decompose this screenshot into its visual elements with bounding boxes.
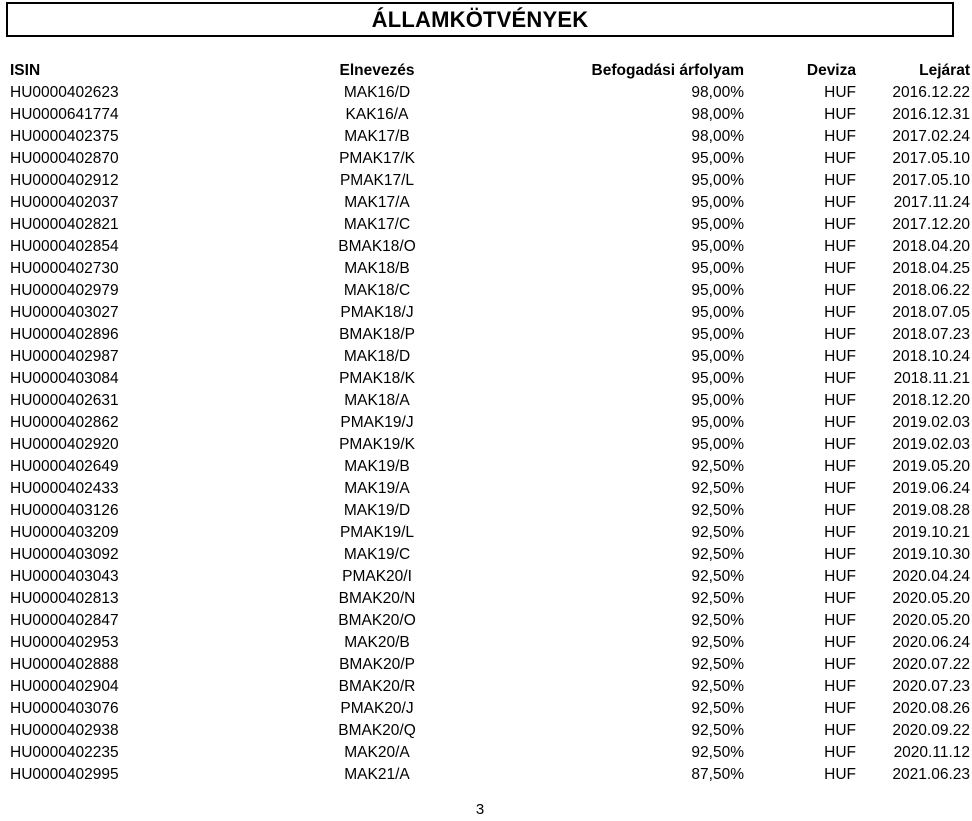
table-row	[8, 500, 972, 522]
table-row	[8, 302, 972, 324]
cell-rate: 95,00%	[691, 348, 744, 365]
cell-name: PMAK19/K	[339, 436, 415, 453]
cell-isin: HU0000402649	[10, 458, 119, 475]
cell-maturity: 2018.06.22	[892, 282, 970, 299]
cell-rate: 92,50%	[691, 678, 744, 695]
table-row	[8, 412, 972, 434]
cell-maturity: 2017.11.24	[893, 194, 970, 211]
table-row	[8, 82, 972, 104]
cell-name: MAK18/B	[344, 260, 410, 277]
table-row	[8, 390, 972, 412]
cell-name: MAK18/C	[343, 282, 411, 299]
cell-isin: HU0000402979	[10, 282, 119, 299]
header-rate: Befogadási árfolyam	[591, 62, 744, 79]
cell-name: MAK16/D	[343, 84, 411, 101]
header-isin: ISIN	[10, 62, 41, 79]
table-body	[8, 82, 972, 786]
cell-rate: 92,50%	[691, 458, 744, 475]
cell-currency: HUF	[824, 282, 856, 299]
cell-rate: 95,00%	[691, 392, 744, 409]
cell-currency: HUF	[824, 700, 856, 717]
cell-maturity: 2016.12.22	[892, 84, 970, 101]
table-row	[8, 236, 972, 258]
cell-rate: 95,00%	[691, 194, 744, 211]
cell-maturity: 2019.10.30	[892, 546, 970, 563]
cell-maturity: 2020.04.24	[892, 568, 970, 585]
cell-isin: HU0000402037	[10, 194, 119, 211]
cell-currency: HUF	[824, 458, 856, 475]
table-row	[8, 676, 972, 698]
header-name: Elnevezés	[339, 62, 415, 79]
cell-rate: 92,50%	[691, 546, 744, 563]
cell-maturity: 2018.12.20	[892, 392, 970, 409]
cell-isin: HU0000402920	[10, 436, 119, 453]
cell-isin: HU0000403043	[10, 568, 119, 585]
cell-currency: HUF	[824, 216, 856, 233]
cell-maturity: 2019.08.28	[892, 502, 970, 519]
table-row	[8, 192, 972, 214]
cell-name: PMAK18/J	[340, 304, 414, 321]
cell-name: PMAK19/J	[340, 414, 414, 431]
cell-name: MAK17/B	[344, 128, 410, 145]
cell-currency: HUF	[824, 568, 856, 585]
cell-maturity: 2020.11.12	[893, 744, 970, 761]
table-row	[8, 258, 972, 280]
cell-maturity: 2019.02.03	[892, 414, 970, 431]
table-row	[8, 280, 972, 302]
cell-rate: 98,00%	[691, 106, 744, 123]
cell-isin: HU0000403092	[10, 546, 119, 563]
table-row	[8, 148, 972, 170]
cell-name: BMAK20/N	[338, 590, 416, 607]
cell-isin: HU0000403126	[10, 502, 119, 519]
table-row	[8, 368, 972, 390]
cell-rate: 92,50%	[691, 590, 744, 607]
cell-isin: HU0000402912	[10, 172, 119, 189]
cell-isin: HU0000402631	[10, 392, 119, 409]
cell-isin: HU0000402862	[10, 414, 119, 431]
cell-isin: HU0000403027	[10, 304, 119, 321]
cell-rate: 95,00%	[691, 216, 744, 233]
cell-currency: HUF	[824, 128, 856, 145]
cell-currency: HUF	[824, 634, 856, 651]
cell-name: MAK19/C	[343, 546, 411, 563]
cell-name: MAK20/A	[344, 744, 410, 761]
cell-currency: HUF	[824, 436, 856, 453]
table-row	[8, 214, 972, 236]
cell-currency: HUF	[824, 414, 856, 431]
table-row	[8, 764, 972, 786]
cell-currency: HUF	[824, 260, 856, 277]
table-row	[8, 698, 972, 720]
cell-maturity: 2020.07.23	[892, 678, 970, 695]
cell-isin: HU0000402870	[10, 150, 119, 167]
cell-isin: HU0000403209	[10, 524, 119, 541]
cell-isin: HU0000402896	[10, 326, 119, 343]
cell-rate: 95,00%	[691, 414, 744, 431]
cell-isin: HU0000402433	[10, 480, 119, 497]
cell-currency: HUF	[824, 84, 856, 101]
cell-maturity: 2017.05.10	[892, 150, 970, 167]
cell-name: PMAK20/I	[342, 568, 412, 585]
cell-maturity: 2017.12.20	[892, 216, 970, 233]
cell-maturity: 2019.06.24	[892, 480, 970, 497]
cell-currency: HUF	[824, 238, 856, 255]
cell-name: PMAK18/K	[339, 370, 415, 387]
cell-isin: HU0000402888	[10, 656, 119, 673]
cell-maturity: 2019.10.21	[892, 524, 970, 541]
cell-name: MAK18/A	[344, 392, 410, 409]
cell-maturity: 2020.06.24	[892, 634, 970, 651]
table-row	[8, 478, 972, 500]
table-row	[8, 610, 972, 632]
cell-rate: 98,00%	[691, 128, 744, 145]
cell-rate: 95,00%	[691, 150, 744, 167]
cell-isin: HU0000402847	[10, 612, 119, 629]
cell-currency: HUF	[824, 524, 856, 541]
cell-rate: 92,50%	[691, 656, 744, 673]
cell-name: MAK18/D	[343, 348, 411, 365]
table-row	[8, 566, 972, 588]
cell-isin: HU0000641774	[10, 106, 119, 123]
cell-name: KAK16/A	[345, 106, 409, 123]
table-row	[8, 742, 972, 764]
cell-isin: HU0000402730	[10, 260, 119, 277]
cell-currency: HUF	[824, 194, 856, 211]
cell-rate: 92,50%	[691, 524, 744, 541]
cell-maturity: 2018.07.05	[892, 304, 970, 321]
cell-currency: HUF	[824, 326, 856, 343]
cell-isin: HU0000402854	[10, 238, 119, 255]
cell-rate: 92,50%	[691, 480, 744, 497]
cell-maturity: 2017.02.24	[892, 128, 970, 145]
cell-rate: 87,50%	[691, 766, 744, 783]
cell-isin: HU0000402953	[10, 634, 119, 651]
cell-name: BMAK18/P	[339, 326, 415, 343]
table-row	[8, 346, 972, 368]
cell-name: BMAK20/P	[339, 656, 415, 673]
cell-name: PMAK17/L	[339, 172, 415, 189]
cell-rate: 92,50%	[691, 612, 744, 629]
table-row	[8, 456, 972, 478]
cell-name: MAK17/A	[344, 194, 410, 211]
table-row	[8, 324, 972, 346]
cell-maturity: 2019.05.20	[892, 458, 970, 475]
cell-name: BMAK20/Q	[338, 722, 416, 739]
cell-maturity: 2020.05.20	[892, 612, 970, 629]
cell-name: BMAK20/R	[338, 678, 416, 695]
cell-rate: 95,00%	[691, 436, 744, 453]
cell-currency: HUF	[824, 348, 856, 365]
cell-currency: HUF	[824, 590, 856, 607]
cell-maturity: 2018.10.24	[892, 348, 970, 365]
title-box	[6, 2, 954, 37]
cell-maturity: 2020.07.22	[892, 656, 970, 673]
cell-name: MAK21/A	[344, 766, 410, 783]
cell-rate: 92,50%	[691, 700, 744, 717]
cell-maturity: 2018.11.21	[893, 370, 970, 387]
cell-isin: HU0000402938	[10, 722, 119, 739]
cell-currency: HUF	[824, 656, 856, 673]
cell-isin: HU0000403084	[10, 370, 119, 387]
table-row	[8, 654, 972, 676]
bonds-table	[8, 60, 972, 786]
page-title: ÁLLAMKÖTVÉNYEK	[371, 6, 589, 32]
cell-rate: 95,00%	[691, 172, 744, 189]
cell-isin: HU0000402813	[10, 590, 119, 607]
cell-isin: HU0000403076	[10, 700, 119, 717]
cell-currency: HUF	[824, 392, 856, 409]
cell-name: MAK19/B	[344, 458, 410, 475]
table-row	[8, 720, 972, 742]
cell-currency: HUF	[824, 304, 856, 321]
cell-name: MAK17/C	[343, 216, 411, 233]
cell-maturity: 2019.02.03	[892, 436, 970, 453]
cell-name: PMAK17/K	[339, 150, 415, 167]
cell-isin: HU0000402623	[10, 84, 119, 101]
cell-name: BMAK20/O	[338, 612, 416, 629]
cell-rate: 95,00%	[691, 326, 744, 343]
header-maturity: Lejárat	[919, 62, 970, 79]
cell-currency: HUF	[824, 172, 856, 189]
cell-rate: 92,50%	[691, 502, 744, 519]
cell-isin: HU0000402987	[10, 348, 119, 365]
cell-maturity: 2016.12.31	[892, 106, 970, 123]
table-row	[8, 632, 972, 654]
table-row	[8, 544, 972, 566]
cell-rate: 92,50%	[691, 744, 744, 761]
cell-name: MAK19/D	[343, 502, 411, 519]
cell-maturity: 2020.08.26	[892, 700, 970, 717]
cell-name: PMAK19/L	[339, 524, 415, 541]
cell-currency: HUF	[824, 150, 856, 167]
cell-rate: 92,50%	[691, 568, 744, 585]
cell-isin: HU0000402904	[10, 678, 119, 695]
cell-currency: HUF	[824, 106, 856, 123]
cell-rate: 98,00%	[691, 84, 744, 101]
cell-rate: 95,00%	[691, 260, 744, 277]
cell-rate: 95,00%	[691, 370, 744, 387]
cell-rate: 95,00%	[691, 304, 744, 321]
cell-currency: HUF	[824, 722, 856, 739]
cell-currency: HUF	[824, 502, 856, 519]
cell-currency: HUF	[824, 744, 856, 761]
cell-name: PMAK20/J	[340, 700, 414, 717]
cell-isin: HU0000402375	[10, 128, 119, 145]
cell-maturity: 2020.05.20	[892, 590, 970, 607]
header-currency: Deviza	[806, 62, 856, 79]
table-header-row	[8, 60, 972, 82]
table-row	[8, 126, 972, 148]
table-row	[8, 170, 972, 192]
cell-name: MAK19/A	[344, 480, 410, 497]
cell-rate: 92,50%	[691, 722, 744, 739]
table-row	[8, 434, 972, 456]
cell-isin: HU0000402995	[10, 766, 119, 783]
cell-rate: 95,00%	[691, 238, 744, 255]
cell-name: BMAK18/O	[338, 238, 416, 255]
cell-maturity: 2021.06.23	[892, 766, 970, 783]
cell-isin: HU0000402821	[10, 216, 119, 233]
table-row	[8, 588, 972, 610]
cell-maturity: 2017.05.10	[892, 172, 970, 189]
cell-name: MAK20/B	[344, 634, 410, 651]
cell-rate: 95,00%	[691, 282, 744, 299]
cell-maturity: 2020.09.22	[892, 722, 970, 739]
cell-currency: HUF	[824, 546, 856, 563]
table-row	[8, 104, 972, 126]
cell-maturity: 2018.04.20	[892, 238, 970, 255]
cell-rate: 92,50%	[691, 634, 744, 651]
cell-maturity: 2018.07.23	[892, 326, 970, 343]
cell-isin: HU0000402235	[10, 744, 119, 761]
cell-maturity: 2018.04.25	[892, 260, 970, 277]
cell-currency: HUF	[824, 766, 856, 783]
table-row	[8, 522, 972, 544]
cell-currency: HUF	[824, 480, 856, 497]
cell-currency: HUF	[824, 612, 856, 629]
cell-currency: HUF	[824, 678, 856, 695]
cell-currency: HUF	[824, 370, 856, 387]
page-number: 3	[475, 801, 485, 818]
